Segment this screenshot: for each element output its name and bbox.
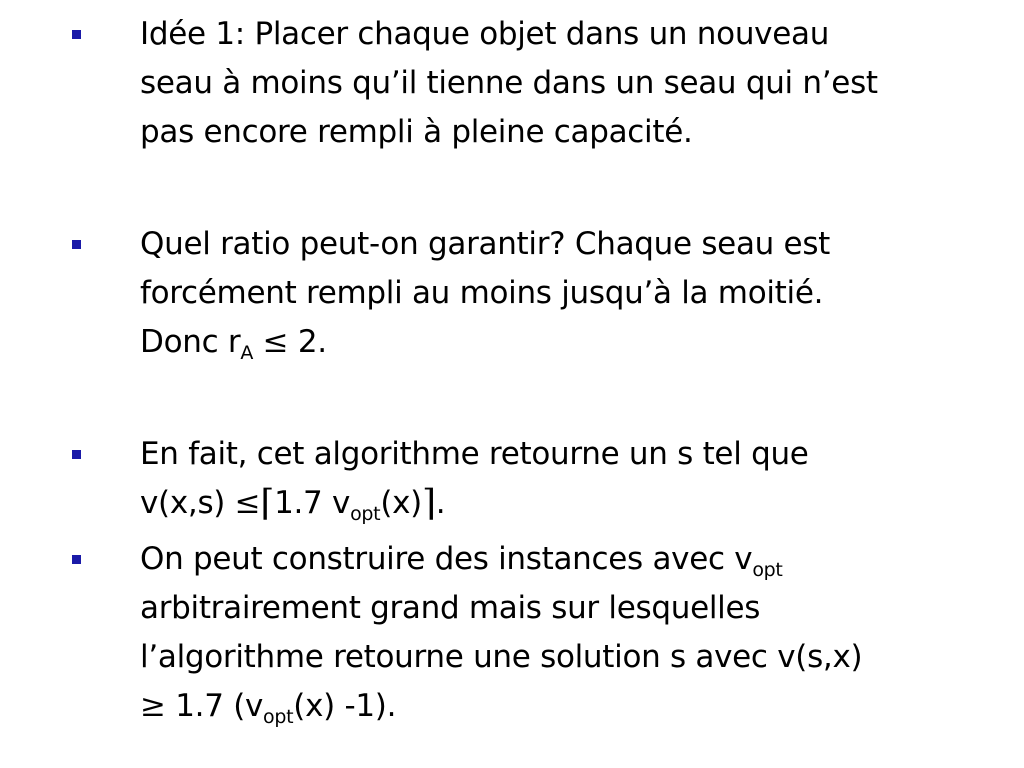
bullet-line: Idée 1: Placer chaque objet dans un nouveau	[140, 16, 830, 52]
text-segment: .	[435, 485, 446, 521]
bullet-line: Quel ratio peut-on garantir? Chaque seau est	[140, 226, 831, 262]
text-segment: 1.7 v	[274, 485, 351, 521]
bullet-text-2	[140, 220, 1010, 367]
bullet-square-icon	[72, 240, 81, 249]
text-segment: 2.	[288, 324, 327, 360]
bullet-line: En fait, cet algorithme retourne un s tel que	[140, 436, 809, 472]
bullet-line-formula	[140, 535, 1010, 584]
leq-symbol: ≤	[234, 485, 261, 521]
geq-symbol: ≥	[140, 688, 166, 724]
bullet-line: arbitrairement grand mais sur lesquelles	[140, 590, 761, 626]
bullet-square-icon	[72, 555, 81, 564]
text-segment: On peut construire des instances avec v	[140, 541, 753, 577]
bullet-line: pas encore rempli à pleine capacité.	[140, 114, 693, 150]
bullet-text-4	[140, 535, 1010, 731]
bullet-line-formula	[140, 479, 1010, 528]
subscript: opt	[263, 706, 294, 728]
text-segment: Donc r	[140, 324, 241, 360]
bullet-text-3	[140, 430, 1010, 528]
bullet-line: seau à moins qu’il tienne dans un seau qui n’est	[140, 65, 878, 101]
bullet-text-1	[140, 10, 1010, 157]
bullet-line-formula	[140, 318, 1010, 367]
text-segment: v(x,s)	[140, 485, 235, 521]
text-segment: (x)	[380, 485, 422, 521]
subscript: A	[240, 342, 254, 364]
bullet-square-icon	[72, 450, 81, 459]
bullet-line-formula	[140, 682, 1010, 731]
text-segment: 1.7 (v	[165, 688, 264, 724]
ceil-open-symbol: ⌈	[260, 483, 275, 524]
ceil-close-symbol: ⌉	[421, 483, 436, 524]
bullet-line: forcément rempli au moins jusqu’à la moitié.	[140, 275, 824, 311]
bullet-line: l’algorithme retourne une solution s avec v(s,x)	[140, 639, 863, 675]
text-segment: (x) -1).	[293, 688, 397, 724]
bullet-square-icon	[72, 30, 81, 39]
subscript: opt	[350, 503, 381, 525]
leq-symbol: ≤	[262, 324, 289, 360]
subscript: opt	[752, 559, 783, 581]
